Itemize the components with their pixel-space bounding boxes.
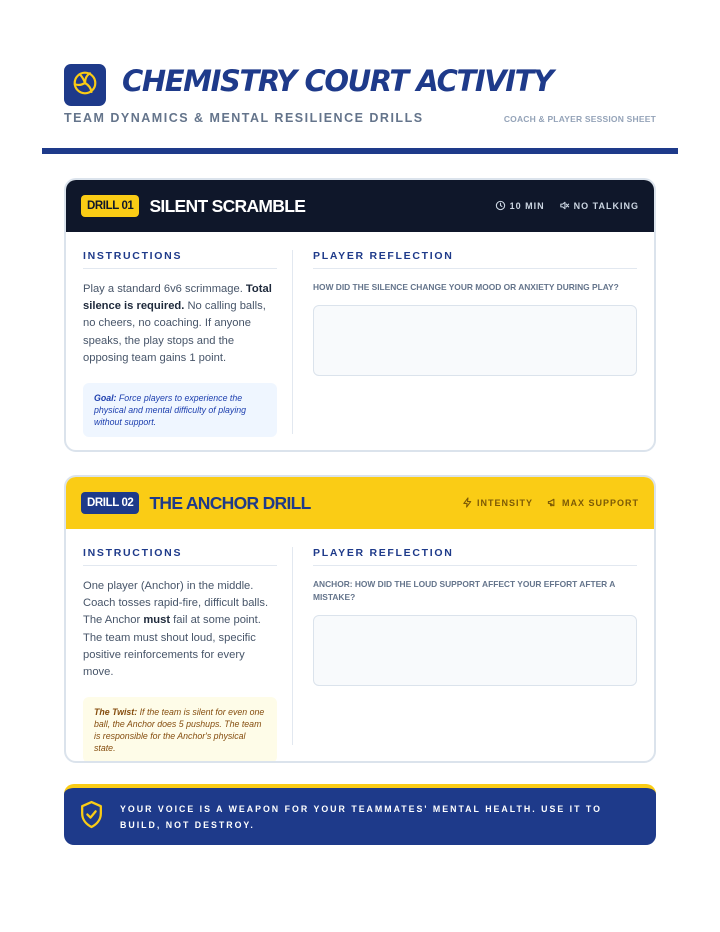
lightning-icon [462,497,473,510]
support-meta: MAX SUPPORT [547,497,639,510]
header-divider [42,148,678,154]
volleyball-logo [64,64,106,106]
session-tag: COACH & PLAYER SESSION SHEET [503,114,656,124]
drill-card-1 [64,178,656,452]
intensity-meta: INTENSITY [462,497,533,510]
page-title: CHEMISTRY COURT ACTIVITY [122,64,553,98]
drill-title: THE ANCHOR DRILL [149,492,311,513]
volleyball-icon [72,70,98,101]
reflection-answer-box[interactable] [313,305,637,376]
duration-meta: 10 MIN [495,200,545,213]
drill-title: SILENT SCRAMBLE [149,195,306,216]
clock-icon [495,200,506,213]
drill-badge: DRILL 02 [81,492,139,514]
reflection-question: HOW DID THE SILENCE CHANGE YOUR MOOD OR ANXIETY DURING PLAY? [313,282,619,292]
silence-meta: NO TALKING [559,200,639,213]
instructions-heading: INSTRUCTIONS [83,250,277,269]
motto-text: YOUR VOICE IS A WEAPON FOR YOUR TEAMMATES' MENTAL HEALTH. USE IT TO BUILD, NOT DESTROY. [120,803,602,830]
mute-icon [559,200,570,213]
page-subtitle: TEAM DYNAMICS & MENTAL RESILIENCE DRILLS [64,111,424,125]
instructions-heading: INSTRUCTIONS [83,547,277,566]
drill-meta [462,497,639,510]
drill-header [66,477,654,529]
reflection-heading: PLAYER REFLECTION [313,547,637,566]
motto-banner [64,784,656,845]
drill-badge: DRILL 01 [81,195,139,217]
column-divider [292,547,293,745]
twist-note: The Twist: If the team is silent for even one ball, the Anchor does 5 pushups. The team is responsible for the Anchor's physical state. [83,697,277,763]
instructions-text: One player (Anchor) in the middle. Coach tosses rapid-fire, difficult balls. The Anchor must fail at some point. The team must shout loud, specific positive reinforcements for every move. [83,580,269,679]
reflection-question: ANCHOR: HOW DID THE LOUD SUPPORT AFFECT YOUR EFFORT AFTER A MISTAKE? [313,579,615,602]
drill-header [66,180,654,232]
reflection-answer-box[interactable] [313,615,637,686]
shield-check-icon [79,800,104,834]
drill-card-2 [64,475,656,763]
instructions-text: Play a standard 6v6 scrimmage. Total silence is required. No calling balls, no cheers, no coaching. If anyone speaks, the play stops and the opposing team gains 1 point. [83,283,272,364]
drill-meta [495,200,639,213]
goal-note: Goal: Force players to experience the physical and mental difficulty of playing without support. [83,383,277,437]
megaphone-icon [547,497,558,510]
column-divider [292,250,293,434]
reflection-heading: PLAYER REFLECTION [313,250,637,269]
